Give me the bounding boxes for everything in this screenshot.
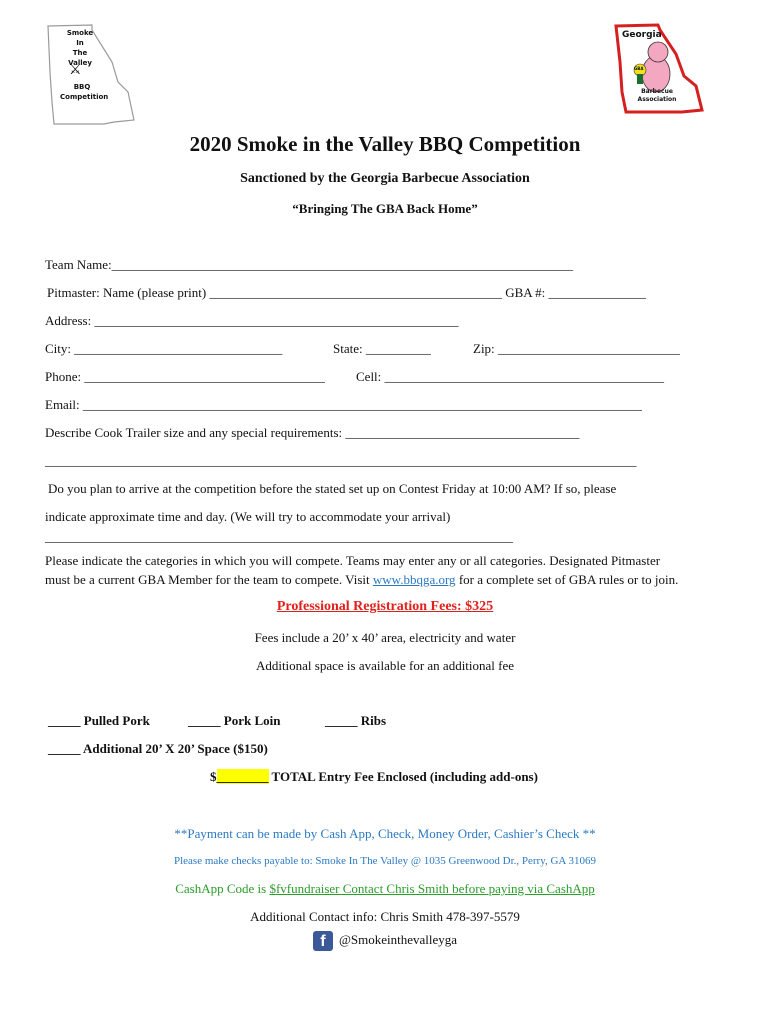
gba-badge-text: GBA — [634, 66, 644, 71]
categories-text-1: Please indicate the categories in which you will compete. Teams may enter any or all categories. Designated Pitmaster — [45, 553, 661, 568]
cell-field[interactable]: Cell: ___________________________________________ — [356, 369, 665, 384]
gba-logo — [612, 22, 706, 114]
registration-fee-heading: Professional Registration Fees: $325 — [276, 599, 494, 614]
sanction-line: Sanctioned by the Georgia Barbecue Association — [240, 171, 530, 186]
additional-space-text: Additional space is available for an additional fee — [255, 658, 515, 673]
trailer-line[interactable]: ___________________________________________________________________________________________ — [45, 453, 637, 468]
logo-text-3: The Valley — [68, 49, 92, 67]
pitmaster-field[interactable]: Pitmaster: Name (please print) _____________________________________________ GBA #: _______________ — [47, 285, 647, 300]
total-fee-line — [210, 769, 538, 785]
categories-text-2 — [45, 572, 678, 588]
total-fee-label: TOTAL Entry Fee Enclosed (including add-ons) — [268, 769, 538, 784]
categories-text-2b: for a complete set of GBA rules or to join. — [455, 572, 679, 587]
zip-field[interactable]: Zip: ____________________________ — [473, 341, 680, 356]
facebook-handle: @Smokeinthevalleyga — [338, 931, 458, 947]
state-field[interactable]: State: __________ — [333, 341, 431, 356]
logo-text-5: Competition — [60, 93, 109, 101]
ribs-option[interactable]: _____ Ribs — [325, 713, 387, 728]
address-field[interactable]: Address: ________________________________________________________ — [45, 313, 459, 328]
total-fee-blank[interactable]: ________ — [216, 769, 269, 784]
email-field[interactable]: Email: ______________________________________________________________________________________ — [45, 397, 642, 412]
gba-logo-georgia-text: Georgia — [622, 30, 662, 40]
motto-line: “Bringing The GBA Back Home” — [292, 201, 478, 216]
cashapp-code: $fvfundraiser Contact Chris Smith before paying via CashApp — [269, 881, 595, 896]
pulled-pork-option[interactable]: _____ Pulled Pork — [48, 713, 150, 728]
dollar-sign: $ — [210, 769, 217, 784]
arrival-line[interactable]: ________________________________________________________________________ — [45, 529, 513, 544]
facebook-icon: f — [313, 931, 333, 951]
cashapp-line — [0, 881, 770, 897]
cashapp-label: CashApp Code is — [175, 881, 270, 896]
team-name-field[interactable]: Team Name:_______________________________________________________________________ — [45, 257, 574, 272]
logo-text-1: Smoke — [66, 29, 94, 37]
logo-text-4: BBQ — [73, 83, 91, 91]
contact-info: Additional Contact info: Chris Smith 478-397-5579 — [250, 909, 520, 924]
utensils-icon: ⚔ — [69, 63, 82, 78]
phone-field[interactable]: Phone: _____________________________________ — [45, 369, 325, 384]
logo-text-2: In — [76, 39, 84, 47]
arrival-question-1: Do you plan to arrive at the competition before the stated set up on Contest Friday at 10:00 AM? If so, please — [48, 481, 617, 496]
categories-text-2a: must be a current GBA Member for the team to compete. Visit — [45, 572, 373, 587]
check-payable-text: Please make checks payable to: Smoke In The Valley @ 1035 Greenwood Dr., Perry, GA 31069 — [173, 855, 597, 867]
payment-methods: **Payment can be made by Cash App, Check, Money Order, Cashier’s Check ** — [174, 826, 596, 841]
additional-space-option[interactable]: _____ Additional 20’ X 20’ Space ($150) — [48, 741, 268, 756]
fee-includes-text: Fees include a 20’ x 40’ area, electricity and water — [254, 630, 516, 645]
gba-logo-text-2: Association — [637, 96, 677, 103]
city-field[interactable]: City: ________________________________ — [45, 341, 283, 356]
gba-logo-text-1: Barbecue — [641, 88, 673, 95]
gba-website-link[interactable]: www.bbqga.org — [372, 572, 456, 587]
arrival-question-2: indicate approximate time and day. (We will try to accommodate your arrival) — [45, 509, 451, 524]
smoke-in-the-valley-logo — [42, 22, 138, 126]
facebook-line — [0, 931, 770, 951]
pork-loin-option[interactable]: _____ Pork Loin — [188, 713, 281, 728]
trailer-field[interactable]: Describe Cook Trailer size and any special requirements: ____________________________________ — [45, 425, 580, 440]
page-title: 2020 Smoke in the Valley BBQ Competition — [189, 132, 581, 156]
